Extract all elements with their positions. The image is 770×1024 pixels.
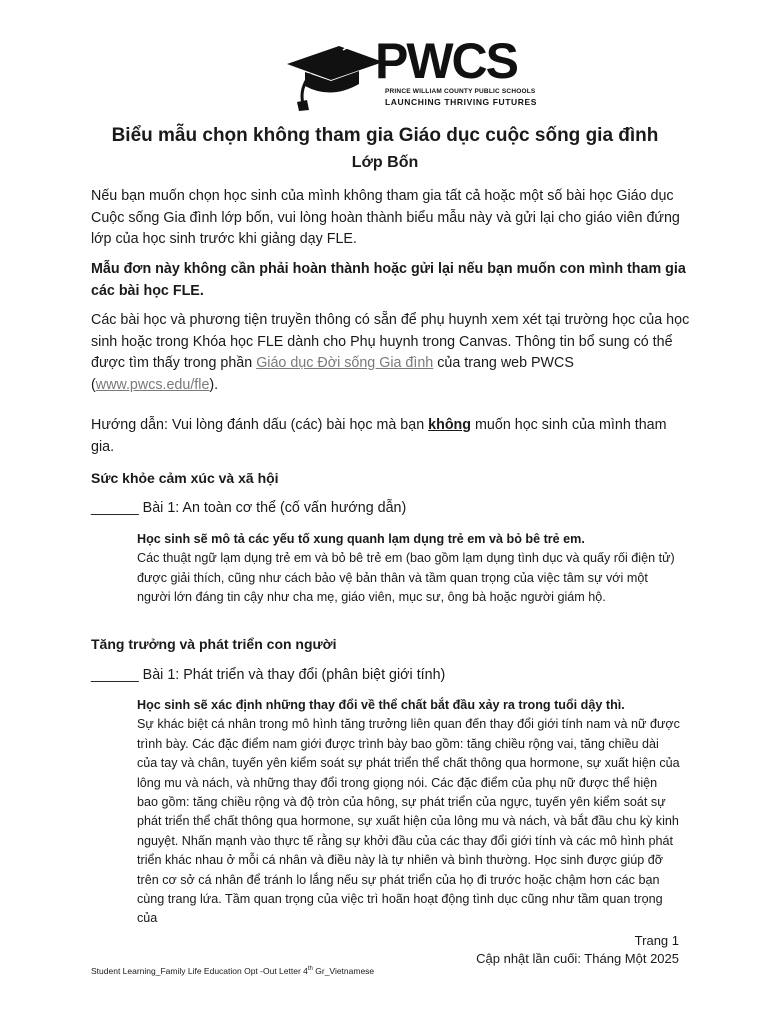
instructions-text-1: Hướng dẫn: Vui lòng đánh dấu (các) bài học mà bạn [91, 417, 429, 433]
lesson-objective: Học sinh sẽ xác định những thay đổi về thể chất bắt đầu xảy ra trong tuổi dậy thì. [137, 698, 625, 712]
resources-text-1: Các bài học và phương tiện truyền thông có sẵn để phụ huynh xem xét tại trường học của học sinh hoặc trong Khóa học FLE dành cho Phụ huynh trong Canvas. Thông tin bổ sung có thể được tìm thấy trong phần [91, 312, 690, 371]
lesson-description-development [137, 696, 680, 929]
footer-doc-name-1: Student Learning_Family Life Education Opt -Out Letter 4 [91, 966, 308, 976]
resources-text-3: ). [209, 376, 219, 393]
footer-doc-name-sup: th [307, 966, 313, 973]
lesson-objective: Học sinh sẽ mô tả các yếu tố xung quanh lạm dụng trẻ em và bỏ bê trẻ em. [137, 532, 585, 546]
logo-wordmark: PWCS [375, 33, 517, 89]
section-heading-human-growth: Tăng trưởng và phát triển con người [91, 636, 337, 652]
lesson-checkline-body-safety[interactable]: ______ Bài 1: An toàn cơ thể (cố vấn hướng dẫn) [91, 500, 407, 516]
intro-paragraph: Nếu bạn muốn chọn học sinh của mình không tham gia tất cả hoặc một số bài học Giáo dục Cuộc sống Gia đình lớp bốn, vui lòng hoàn thành biểu mẫu này và gửi lại cho giáo viên đứng lớp của học sinh trước khi giảng dạy FLE. [91, 188, 680, 247]
instructions-emphasis: không [428, 417, 472, 433]
instructions-paragraph [91, 415, 691, 458]
logo-tagline: LAUNCHING THRIVING FUTURES [385, 97, 538, 107]
page-title: Biểu mẫu chọn không tham gia Giáo dục cuộc sống gia đình [111, 125, 659, 146]
resources-paragraph [91, 310, 691, 396]
page-subtitle: Lớp Bốn [351, 154, 419, 171]
instructions-text-2: muốn học sinh của mình tham gia. [91, 417, 667, 455]
bold-notice: Mẫu đơn này không cần phải hoàn thành hoặc gửi lại nếu bạn muốn con mình tham gia các bài học FLE. [91, 261, 686, 299]
footer-document-name [91, 966, 374, 976]
pwcs-logo [283, 33, 538, 112]
footer-page-number: Trang 1 [634, 933, 679, 948]
fle-section-link[interactable]: Giáo dục Đời sống Gia đình [256, 355, 434, 371]
footer-last-updated: Cập nhật lần cuối: Tháng Một 2025 [476, 951, 679, 966]
section-heading-emotional-health: Sức khỏe cảm xúc và xã hội [91, 470, 279, 486]
logo-district-name: PRINCE WILLIAM COUNTY PUBLIC SCHOOLS [385, 88, 536, 95]
pwcs-url-link[interactable]: www.pwcs.edu/fle [95, 376, 210, 393]
resources-text-2: của trang web PWCS ( [91, 355, 574, 393]
footer-doc-name-2: Gr_Vietnamese [312, 966, 375, 976]
lesson-description-body-safety [137, 530, 680, 608]
lesson-details: Các thuật ngữ lạm dụng trẻ em và bỏ bê trẻ em (bao gồm lạm dụng tình dục và quấy rối điện tử) được giải thích, cũng như cách bảo vệ bản thân và tầm quan trọng của việc tâm sự với một người lớn đáng tin cậy như cha mẹ, giáo viên, mục sư, ông bà hoặc người giám hộ. [137, 551, 675, 605]
lesson-checkline-development[interactable]: ______ Bài 1: Phát triển và thay đổi (phân biệt giới tính) [91, 667, 446, 683]
graduation-cap-icon [283, 38, 383, 112]
lesson-details: Sự khác biệt cá nhân trong mô hình tăng trưởng liên quan đến thay đổi giới tính nam và nữ được trình bày. Các đặc điểm nam giới được trình bày bao gồm: tăng chiều rộng vai, tăng chiều dài của tay và chân, tuyến yên kiểm soát sự phát triển thể chất thông qua hormone, sự xuất hiện của lông mu và nách, và những thay đổi trong giọng nói. Các đặc điểm của phụ nữ được thể hiện bao gồm: tăng chiều rộng và độ tròn của hông, sự phát triển của ngực, tuyến yên kiểm soát sự phát triển thể chất thông qua hormone, sự xuất hiện của lông mu và nách, và bắt đầu chu kỳ kinh nguyệt. Nhấn mạnh vào thực tế rằng sự khởi đầu của các thay đổi giới tính và các mô hình phát triển khác nhau ở mỗi cá nhân và điều này là tự nhiên và bình thường. Học sinh được giúp đỡ trên cơ sở cá nhân để tránh lo lắng nếu sự phát triển của họ đi trước hoặc chậm hơn các bạn cùng trang lứa. Tầm quan trọng của việc trì hoãn hoạt động tình dục cũng như tầm quan trọng của [137, 717, 680, 926]
